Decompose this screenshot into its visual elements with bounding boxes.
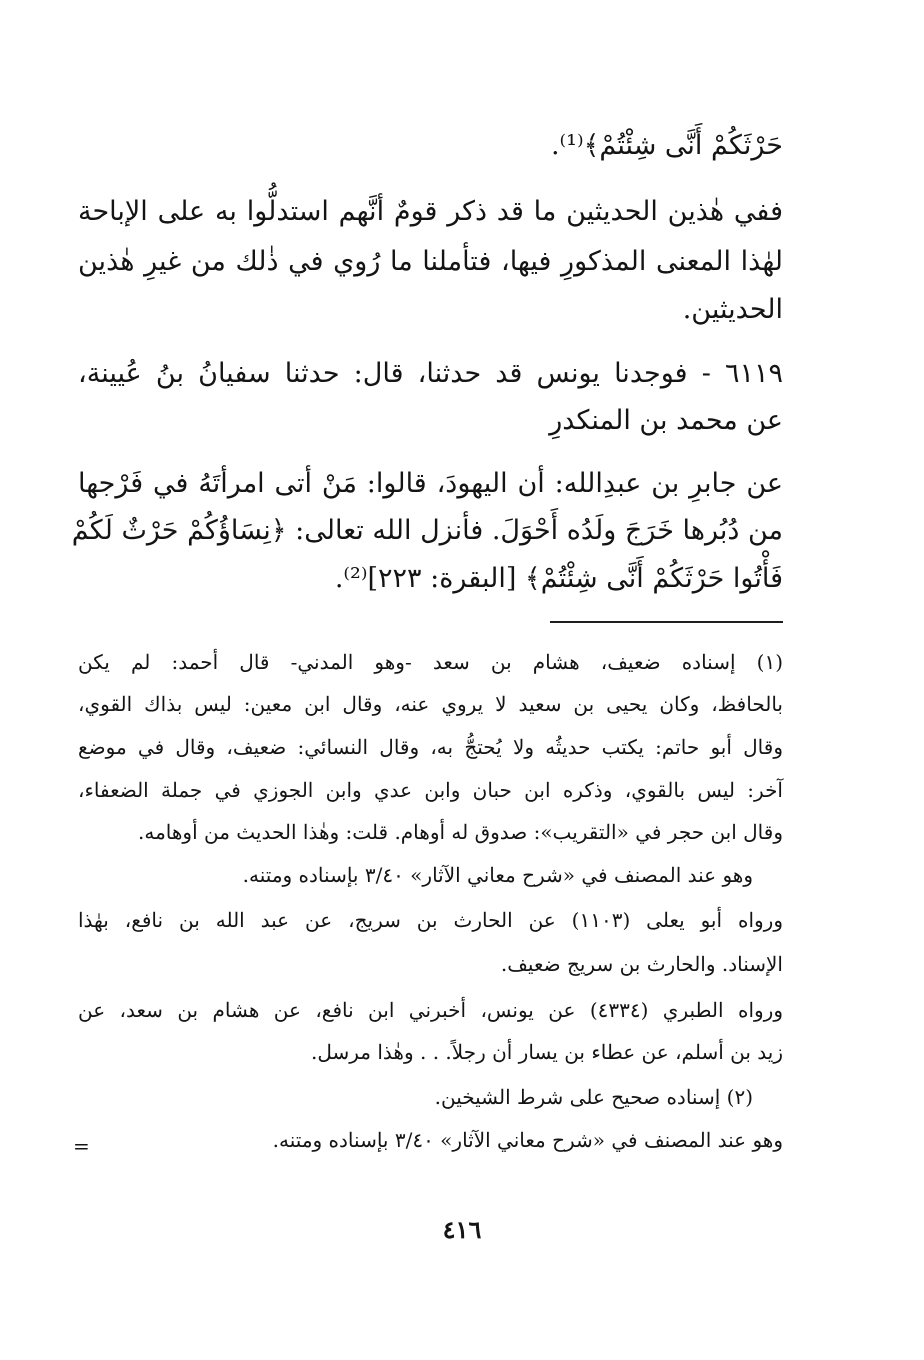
footnote-line: بالحافظ، وكان يحيى بن سعيد لا يروي عنه، وقال ابن معين: ليس بذاك القوي،: [78, 692, 783, 716]
text-line: عن جابرِ بن عبدِالله: أن اليهودَ، قالوا: مَنْ أتى امرأتَهُ في فَرْجها: [78, 468, 783, 499]
text-line: عن محمد بن المنكدرِ: [549, 405, 783, 436]
text-line: لهٰذا المعنى المذكورِ فيها، فتأملنا ما رُوي في ذٰلك من غيرِ هٰذين: [78, 246, 783, 277]
footnote-line: الإسناد. والحارث بن سريج ضعيف.: [500, 952, 783, 976]
footnote-line: وهو عند المصنف في «شرح معاني الآثار» ٣/٤٠ بإسناده ومتنه.: [272, 1128, 783, 1152]
footnote-line: ورواه الطبري (٤٣٣٤) عن يونس، أخبرني ابن نافع، عن هشام بن سعد، عن: [78, 998, 783, 1022]
footnote-separator: [550, 621, 783, 623]
hadith-number-line: ٦١١٩ - فوجدنا يونس قد حدثنا، قال: حدثنا سفيانُ بنُ عُيينة،: [78, 358, 783, 389]
continuation-mark: =: [73, 1134, 90, 1158]
footnote-line: (٢) إسناده صحيح على شرط الشيخين.: [434, 1085, 753, 1109]
footnote-line: وقال أبو حاتم: يكتب حديثُه ولا يُحتجُّ به، وقال النسائي: ضعيف، وقال في موضع: [78, 735, 783, 759]
footnote-line: زيد بن أسلم، عن عطاء بن يسار أن رجلاً. . . وهٰذا مرسل.: [311, 1040, 783, 1064]
text-line: الحديثين.: [682, 294, 783, 325]
footnote-line: وقال ابن حجر في «التقريب»: صدوق له أوهام. قلت: وهٰذا الحديث من أوهامه.: [137, 820, 783, 844]
footnote-line: ورواه أبو يعلى (١١٠٣) عن الحارث بن سريج، عن عبد الله بن نافع، بهٰذا: [78, 908, 783, 932]
footnote-line: وهو عند المصنف في «شرح معاني الآثار» ٣/٤٠ بإسناده ومتنه.: [242, 863, 753, 887]
text-line: ففي هٰذين الحديثين ما قد ذكر قومٌ أنَّهم استدلُّوا به على الإباحة: [78, 196, 783, 227]
page-number: ٤١٦: [442, 1215, 482, 1244]
text-line: من دُبُرها خَرَجَ ولَدُه أَحْوَلَ. فأنزل الله تعالى: ﴿نِسَاؤُكُمْ حَرْثٌ لَكُمْ: [71, 515, 783, 546]
footnote-line: آخر: ليس بالقوي، وذكره ابن حبان وابن عدي وابن الجوزي في جملة الضعفاء،: [78, 778, 783, 802]
text-line: فَأْتُوا حَرْثَكُمْ أَنَّى شِئْتُمْ﴾ [البقرة: ٢٢٣]⁽²⁾.: [334, 563, 783, 594]
footnote-line: (١) إسناده ضعيف، هشام بن سعد -وهو المدني- قال أحمد: لم يكن: [78, 650, 783, 674]
text-line: حَرْثَكُمْ أَنَّى شِئْتُمْ﴾⁽¹⁾.: [550, 130, 783, 161]
